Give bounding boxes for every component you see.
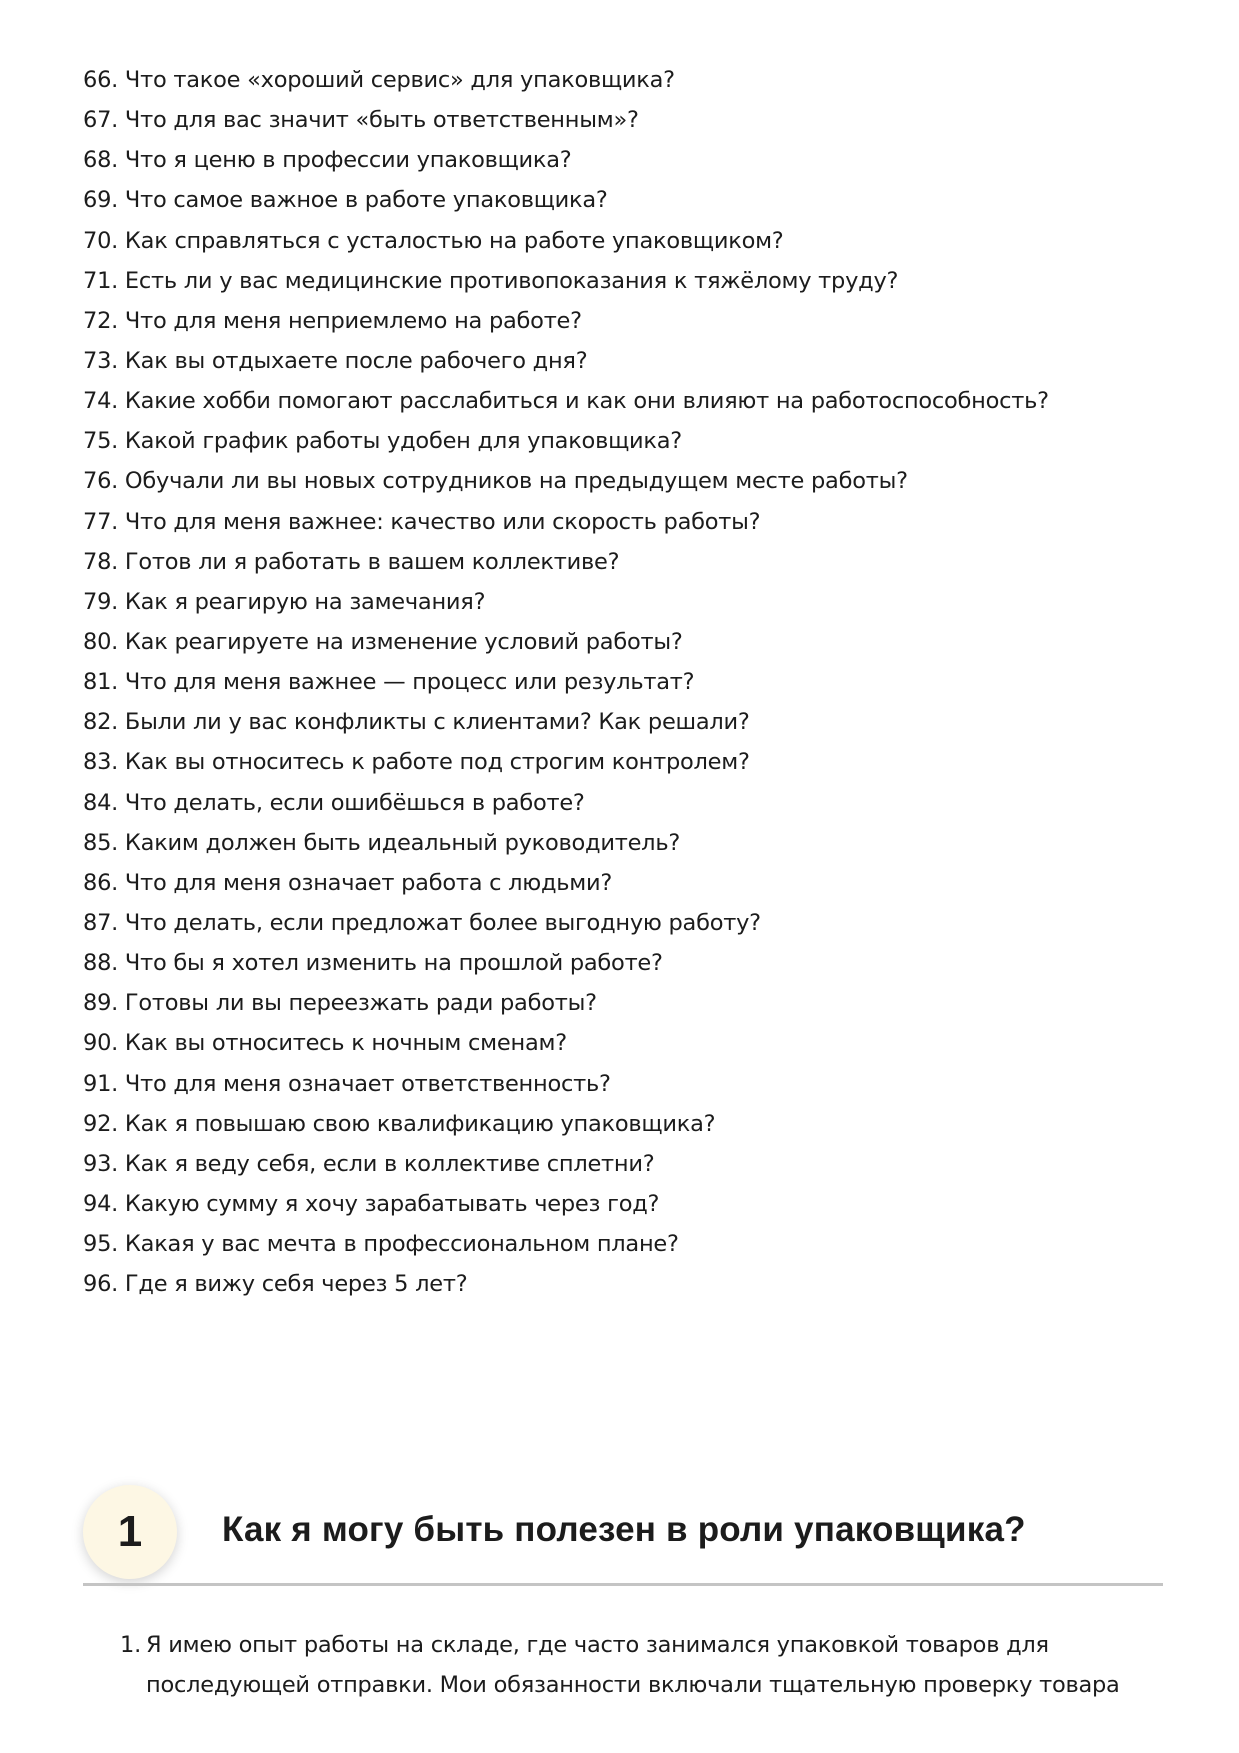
section-number-badge: 1 xyxy=(83,1485,177,1579)
question-item: 68. Что я ценю в профессии упаковщика? xyxy=(83,147,572,174)
question-item: 80. Как реагируете на изменение условий работы? xyxy=(83,628,683,655)
question-item: 79. Как я реагирую на замечания? xyxy=(83,588,486,615)
question-list xyxy=(83,60,1143,1304)
section-divider xyxy=(83,1583,1163,1586)
question-item: 87. Что делать, если предложат более выгодную работу? xyxy=(83,909,761,936)
question-item: 92. Как я повышаю свою квалификацию упаковщика? xyxy=(83,1110,716,1137)
question-item: 69. Что самое важное в работе упаковщика? xyxy=(83,187,608,214)
question-item: 73. Как вы отдыхаете после рабочего дня? xyxy=(83,347,588,374)
answer-item xyxy=(120,1625,1130,1705)
question-item: 66. Что такое «хороший сервис» для упаковщика? xyxy=(83,67,675,93)
question-item: 76. Обучали ли вы новых сотрудников на предыдущем месте работы? xyxy=(83,468,908,495)
question-item: 89. Готовы ли вы переезжать ради работы? xyxy=(83,990,597,1017)
question-item: 95. Какая у вас мечта в профессиональном плане? xyxy=(83,1231,679,1258)
question-item: 75. Какой график работы удобен для упаковщика? xyxy=(83,428,682,455)
section-header xyxy=(83,1485,1163,1585)
question-item: 93. Как я веду себя, если в коллективе сплетни? xyxy=(83,1150,655,1177)
question-item: 96. Где я вижу себя через 5 лет? xyxy=(83,1271,468,1298)
question-item: 91. Что для меня означает ответственность? xyxy=(83,1070,611,1097)
question-item: 86. Что для меня означает работа с людьми? xyxy=(83,869,613,896)
question-item: 71. Есть ли у вас медицинские противопоказания к тяжёлому труду? xyxy=(83,267,899,294)
question-item: 72. Что для меня неприемлемо на работе? xyxy=(83,307,582,334)
question-item: 81. Что для меня важнее — процесс или результат? xyxy=(83,669,695,696)
question-item: 85. Каким должен быть идеальный руководитель? xyxy=(83,829,681,856)
question-item: 90. Как вы относитесь к ночным сменам? xyxy=(83,1030,567,1057)
answer-text: Я имею опыт работы на складе, где часто занимался упаковкой товаров для последующей отправки. Мои обязанности включали тщательную проверку товара xyxy=(146,1632,1120,1698)
question-item: 84. Что делать, если ошибёшься в работе? xyxy=(83,789,585,816)
question-item: 82. Были ли у вас конфликты с клиентами? Как решали? xyxy=(83,709,750,736)
answer-number: 1. xyxy=(120,1632,141,1658)
question-item: 74. Какие хобби помогают расслабиться и как они влияют на работоспособность? xyxy=(83,388,1049,415)
question-item: 67. Что для вас значит «быть ответственным»? xyxy=(83,107,639,134)
question-item: 83. Как вы относитесь к работе под строгим контролем? xyxy=(83,749,750,776)
question-item: 88. Что бы я хотел изменить на прошлой работе? xyxy=(83,950,663,977)
section-title: Как я могу быть полезен в роли упаковщика? xyxy=(222,1510,1026,1549)
answer-list xyxy=(120,1625,1130,1705)
question-item: 70. Как справляться с усталостью на работе упаковщиком? xyxy=(83,227,784,254)
question-item: 78. Готов ли я работать в вашем коллективе? xyxy=(83,548,620,575)
question-item: 94. Какую сумму я хочу зарабатывать через год? xyxy=(83,1190,660,1217)
question-item: 77. Что для меня важнее: качество или скорость работы? xyxy=(83,508,761,535)
